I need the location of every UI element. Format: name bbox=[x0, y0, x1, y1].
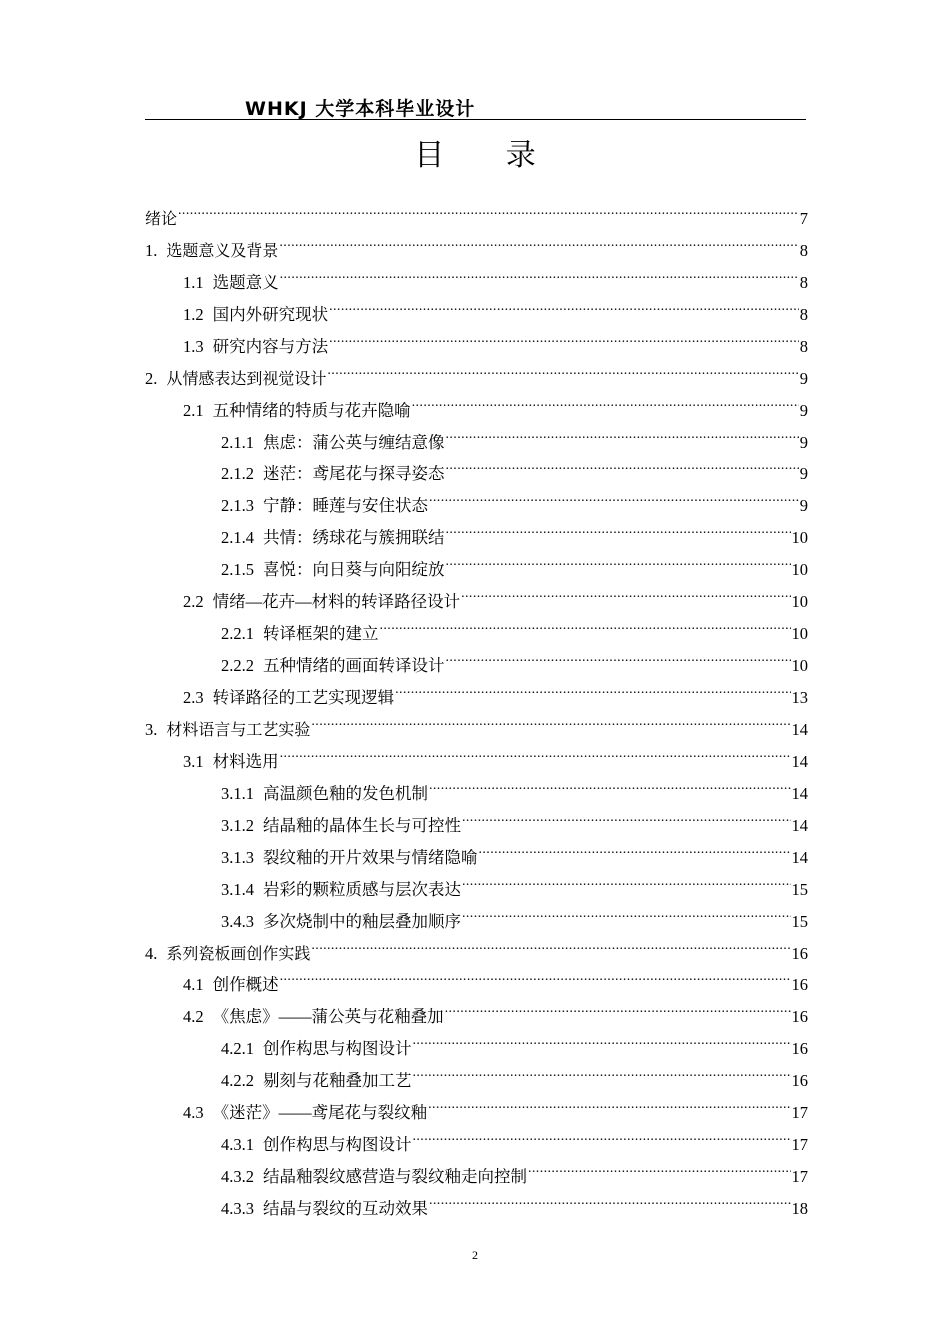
toc-entry-number: 1. bbox=[145, 240, 158, 260]
toc-entry-title: 焦虑：蒲公英与缠结意像 bbox=[263, 432, 445, 452]
toc-entry-number: 4.2 bbox=[183, 1007, 204, 1027]
toc-entry-title: 结晶与裂纹的互动效果 bbox=[263, 1199, 428, 1218]
toc-entry-page: 14 bbox=[791, 847, 808, 867]
toc-dot-leader bbox=[412, 384, 799, 416]
toc-entry[interactable] bbox=[145, 224, 808, 260]
toc-entry-title: 喜悦：向日葵与向阳绽放 bbox=[263, 560, 445, 580]
toc-entry-number: 1.2 bbox=[183, 304, 204, 324]
toc-entry-page: 9 bbox=[799, 496, 808, 516]
toc-dot-leader bbox=[395, 671, 790, 703]
toc-entry-number: 2.2 bbox=[183, 592, 204, 612]
toc-dot-leader bbox=[446, 639, 791, 671]
toc-entry-page: 18 bbox=[791, 1199, 808, 1218]
toc-entry-page: 7 bbox=[799, 208, 808, 228]
toc-entry-number: 2.1.5 bbox=[221, 560, 254, 580]
toc-entry-page: 16 bbox=[791, 1039, 808, 1059]
toc-entry-title: 国内外研究现状 bbox=[212, 304, 329, 324]
toc-dot-leader bbox=[446, 416, 799, 448]
toc-entry-page: 16 bbox=[791, 1071, 808, 1091]
toc-entry-title: 创作概述 bbox=[212, 975, 279, 995]
toc-entry-page: 8 bbox=[799, 272, 808, 292]
toc-entry-page: 9 bbox=[799, 368, 808, 388]
toc-entry-page: 17 bbox=[791, 1167, 808, 1187]
toc-dot-leader bbox=[329, 288, 799, 320]
toc-dot-leader bbox=[445, 990, 791, 1022]
toc-entry-number: 3.1.2 bbox=[221, 815, 254, 835]
toc-entry-number: 3. bbox=[145, 719, 158, 739]
toc-dot-leader bbox=[429, 479, 799, 511]
toc-dot-leader bbox=[528, 1150, 791, 1182]
toc-dot-leader bbox=[311, 703, 790, 735]
toc-entry-title: 转译框架的建立 bbox=[263, 624, 379, 644]
toc-entry-number: 2.1.4 bbox=[221, 528, 254, 548]
toc-dot-leader bbox=[446, 448, 799, 480]
toc-dot-leader bbox=[461, 575, 790, 607]
toc-entry-title: 结晶釉的晶体生长与可控性 bbox=[263, 815, 461, 835]
toc-dot-leader bbox=[446, 543, 791, 575]
toc-entry-page: 10 bbox=[791, 528, 808, 548]
toc-dot-leader bbox=[413, 1022, 791, 1054]
header-rule bbox=[145, 119, 806, 120]
toc-dot-leader bbox=[429, 1182, 791, 1214]
toc-dot-leader bbox=[413, 1054, 791, 1086]
toc-entry-page: 16 bbox=[791, 975, 808, 995]
toc-entry-number: 2.3 bbox=[183, 688, 204, 707]
toc-dot-leader bbox=[280, 735, 791, 767]
toc-entry-number: 3.1.4 bbox=[221, 879, 254, 899]
toc-entry[interactable] bbox=[145, 192, 808, 228]
toc-title: 目 录 bbox=[414, 138, 562, 173]
toc-entry-title: 情绪—花卉—材料的转译路径设计 bbox=[212, 592, 461, 612]
toc-entry-page: 14 bbox=[791, 815, 808, 835]
toc-dot-leader bbox=[329, 320, 799, 352]
toc-entry-title: 材料语言与工艺实验 bbox=[166, 719, 311, 739]
toc-entry-number: 4.2.2 bbox=[221, 1071, 254, 1091]
toc-entry-number: 4.3.1 bbox=[221, 1135, 254, 1155]
toc-entry-number: 4.2.1 bbox=[221, 1039, 254, 1059]
toc-entry-page: 10 bbox=[791, 560, 808, 580]
toc-entry-title: 从情感表达到视觉设计 bbox=[166, 368, 327, 388]
toc-dot-leader bbox=[462, 799, 791, 831]
toc-dot-leader bbox=[280, 256, 799, 288]
toc-entry-page: 16 bbox=[791, 943, 808, 963]
toc-entry-title: 选题意义及背景 bbox=[166, 240, 279, 260]
toc-entry-title: 系列瓷板画创作实践 bbox=[166, 943, 311, 963]
toc-dot-leader bbox=[279, 224, 798, 256]
toc-entry-title: 宁静：睡莲与安住状态 bbox=[263, 496, 428, 516]
toc-dot-leader bbox=[462, 895, 791, 927]
toc-entry-page: 14 bbox=[791, 719, 808, 739]
toc-entry-page: 9 bbox=[799, 400, 808, 420]
toc-entry-number: 4.3.3 bbox=[221, 1199, 254, 1218]
toc-entry-number: 4.3.2 bbox=[221, 1167, 254, 1187]
toc-entry-title: 五种情绪的特质与花卉隐喻 bbox=[212, 400, 411, 420]
toc-entry-title: 《迷茫》——鸢尾花与裂纹釉 bbox=[212, 1103, 428, 1123]
table-of-contents bbox=[145, 192, 808, 1218]
toc-entry-page: 14 bbox=[791, 751, 808, 771]
toc-entry-title: 绪论 bbox=[145, 208, 178, 228]
toc-dot-leader bbox=[429, 767, 791, 799]
toc-entry-number: 4.1 bbox=[183, 975, 204, 995]
toc-entry-title: 创作构思与构图设计 bbox=[263, 1039, 412, 1059]
toc-entry-title: 高温颜色釉的发色机制 bbox=[263, 783, 428, 803]
toc-entry-title: 研究内容与方法 bbox=[212, 336, 329, 356]
toc-entry-title: 五种情绪的画面转译设计 bbox=[263, 656, 445, 676]
toc-dot-leader bbox=[380, 607, 791, 639]
toc-entry-number: 2. bbox=[145, 368, 158, 388]
toc-entry-page: 13 bbox=[791, 688, 808, 707]
toc-entry-page: 17 bbox=[791, 1103, 808, 1123]
toc-dot-leader bbox=[178, 192, 799, 224]
toc-entry-number: 2.1.2 bbox=[221, 464, 254, 484]
toc-entry-page: 16 bbox=[791, 1007, 808, 1027]
toc-entry-number: 4.3 bbox=[183, 1103, 204, 1123]
toc-entry-number: 1.3 bbox=[183, 336, 204, 356]
toc-entry-title: 裂纹釉的开片效果与情绪隐喻 bbox=[263, 847, 478, 867]
toc-entry-title: 共情：绣球花与簇拥联结 bbox=[263, 528, 445, 548]
toc-entry-title: 剔刻与花釉叠加工艺 bbox=[263, 1071, 412, 1091]
header-text: WHKJ 大学本科毕业设计 bbox=[245, 98, 476, 120]
toc-entry-title: 转译路径的工艺实现逻辑 bbox=[212, 688, 395, 707]
toc-entry-number: 1.1 bbox=[183, 272, 204, 292]
running-header bbox=[145, 94, 805, 120]
toc-dot-leader bbox=[311, 927, 790, 959]
toc-entry-title: 结晶釉裂纹感营造与裂纹釉走向控制 bbox=[263, 1167, 527, 1187]
toc-entry-title: 迷茫：鸢尾花与探寻姿态 bbox=[263, 464, 445, 484]
toc-dot-leader bbox=[446, 511, 791, 543]
toc-entry-title: 《焦虑》——蒲公英与花釉叠加 bbox=[212, 1007, 444, 1027]
toc-entry-title: 创作构思与构图设计 bbox=[263, 1135, 412, 1155]
toc-entry-number: 2.1 bbox=[183, 400, 204, 420]
toc-dot-leader bbox=[413, 1118, 791, 1150]
toc-entry-number: 2.2.1 bbox=[221, 624, 254, 644]
toc-entry-title: 岩彩的颗粒质感与层次表达 bbox=[263, 879, 461, 899]
toc-dot-leader bbox=[479, 831, 791, 863]
page-number: 2 bbox=[472, 1248, 478, 1262]
toc-entry-number: 3.4.3 bbox=[221, 911, 254, 931]
toc-entry-number: 4. bbox=[145, 943, 158, 963]
toc-entry-page: 10 bbox=[791, 592, 808, 612]
toc-entry-title: 多次烧制中的釉层叠加顺序 bbox=[263, 911, 461, 931]
toc-entry-page: 17 bbox=[791, 1135, 808, 1155]
toc-entry-page: 8 bbox=[799, 240, 808, 260]
toc-entry-number: 3.1.1 bbox=[221, 783, 254, 803]
toc-dot-leader bbox=[327, 352, 798, 384]
toc-entry-page: 8 bbox=[799, 304, 808, 324]
toc-entry-number: 3.1.3 bbox=[221, 847, 254, 867]
toc-entry-title: 材料选用 bbox=[212, 751, 279, 771]
toc-entry-page: 10 bbox=[791, 624, 808, 644]
toc-entry-page: 8 bbox=[799, 336, 808, 356]
toc-dot-leader bbox=[280, 959, 791, 991]
toc-dot-leader bbox=[462, 863, 791, 895]
toc-entry-page: 10 bbox=[791, 656, 808, 676]
toc-dot-leader bbox=[428, 1086, 790, 1118]
toc-entry-title: 选题意义 bbox=[212, 272, 279, 292]
toc-entry-page: 15 bbox=[791, 879, 808, 899]
toc-entry-number: 2.2.2 bbox=[221, 656, 254, 676]
toc-entry-number: 3.1 bbox=[183, 751, 204, 771]
toc-entry-page: 9 bbox=[799, 464, 808, 484]
toc-entry-page: 9 bbox=[799, 432, 808, 452]
toc-entry-page: 14 bbox=[791, 783, 808, 803]
toc-entry-page: 15 bbox=[791, 911, 808, 931]
toc-entry-number: 2.1.3 bbox=[221, 496, 254, 516]
toc-entry-number: 2.1.1 bbox=[221, 432, 254, 452]
